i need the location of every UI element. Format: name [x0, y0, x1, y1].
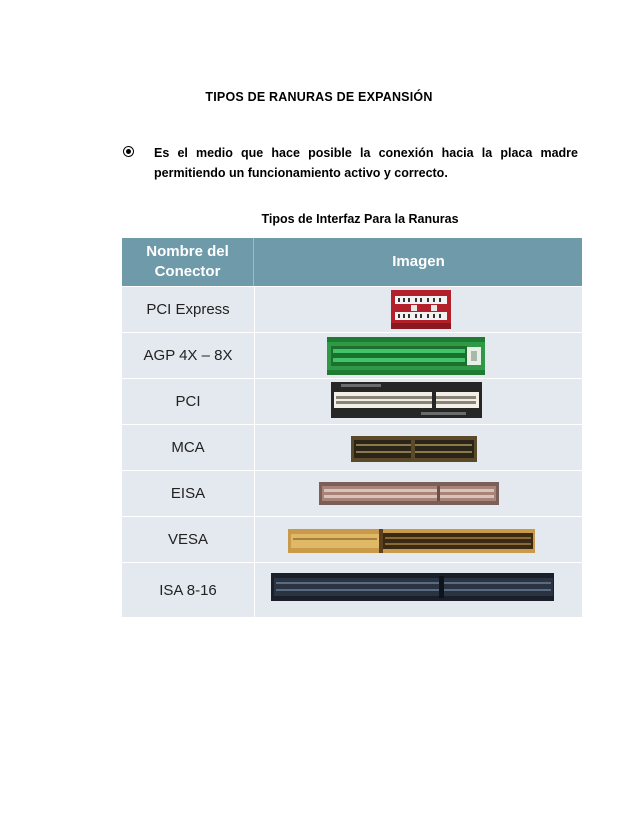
table-caption: Tipos de Interfaz Para la Ranuras: [261, 212, 459, 226]
slot-types-table: [122, 238, 582, 617]
connector-image-cell: [255, 379, 582, 424]
connector-image-cell: [255, 563, 582, 617]
header-connector-name: Nombre del Conector: [122, 238, 254, 286]
bullet-text: [154, 143, 578, 183]
bullet-line-1: Es el medio que hace posible la conexión hacia la placa madre: [154, 146, 578, 160]
isa-slot-icon: [271, 573, 554, 601]
connector-name: ISA 8-16: [122, 563, 255, 617]
connector-name: PCI Express: [122, 287, 255, 332]
connector-image-cell: [255, 517, 582, 562]
table-header: [122, 238, 582, 286]
eisa-slot-icon: [319, 482, 499, 505]
mca-slot-icon: [351, 436, 477, 462]
bullet-line-2: permitiendo un funcionamiento activo y correcto.: [154, 166, 448, 180]
connector-name: MCA: [122, 425, 255, 470]
connector-image-cell: [255, 471, 582, 516]
page-title: TIPOS DE RANURAS DE EXPANSIÓN: [205, 90, 433, 104]
connector-image-cell: [255, 333, 582, 378]
connector-image-cell: [255, 425, 582, 470]
connector-name: AGP 4X – 8X: [122, 333, 255, 378]
vesa-slot-icon: [288, 529, 535, 553]
circle-bullet-icon: [123, 146, 134, 157]
pci-express-slot-icon: [391, 290, 451, 329]
table-row: [122, 378, 582, 424]
table-row: [122, 470, 582, 516]
pci-slot-icon: [331, 382, 482, 418]
connector-name: EISA: [122, 471, 255, 516]
table-row: [122, 332, 582, 378]
table-row: [122, 562, 582, 617]
connector-image-cell: [255, 287, 582, 332]
agp-slot-icon: [327, 337, 485, 375]
connector-name: VESA: [122, 517, 255, 562]
connector-name: PCI: [122, 379, 255, 424]
table-row: [122, 516, 582, 562]
table-row: [122, 424, 582, 470]
bullet-paragraph: [123, 143, 578, 183]
table-row: [122, 286, 582, 332]
header-image: Imagen: [392, 253, 445, 270]
